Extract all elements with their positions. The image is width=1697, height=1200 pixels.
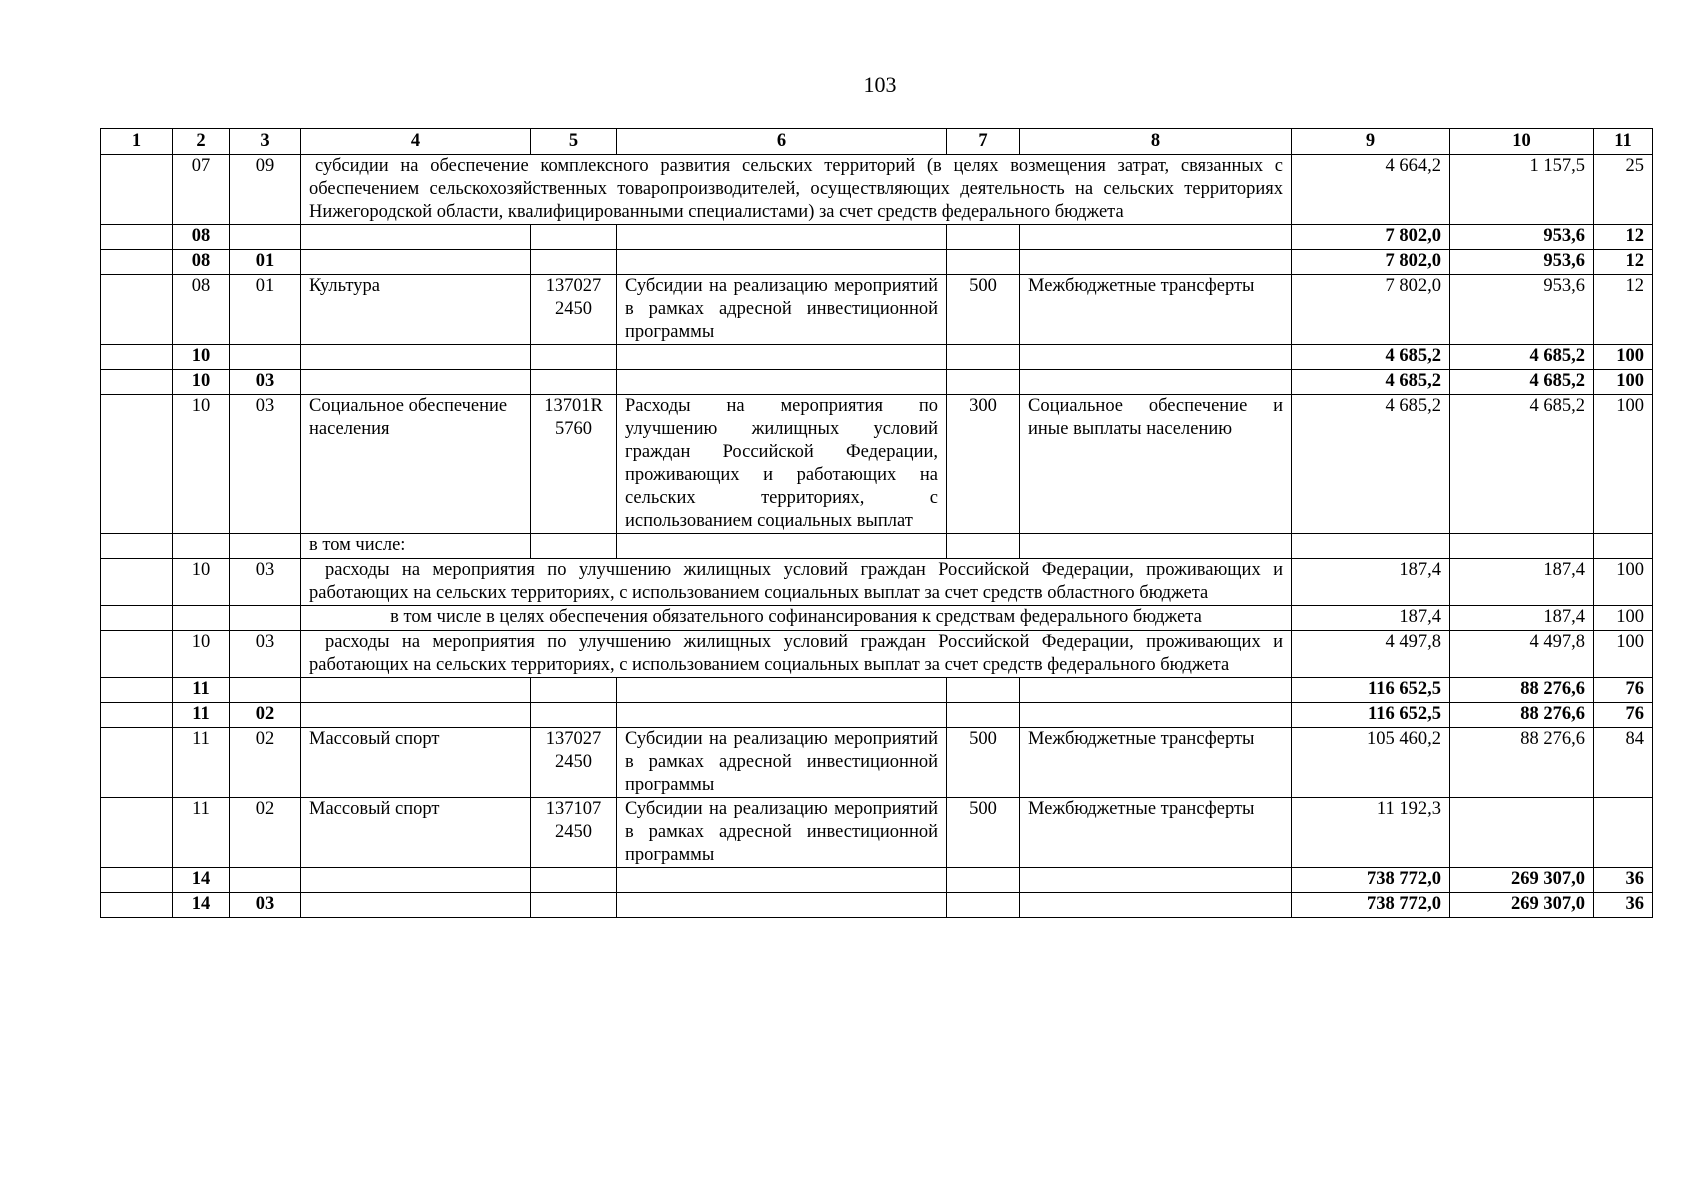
cell (1292, 534, 1450, 559)
cell (101, 275, 173, 345)
cell (531, 250, 617, 275)
cell (101, 155, 173, 225)
cell-description: в том числе в целях обеспечения обязательного софинансирования к средствам федерального бюджета (301, 606, 1292, 631)
cell-percent: 100 (1594, 559, 1653, 606)
budget-table (100, 128, 1653, 918)
cell-expense-type: 500 (947, 728, 1020, 798)
cell-percent: 12 (1594, 225, 1653, 250)
cell (301, 703, 531, 728)
cell (617, 534, 947, 559)
cell-subsection: 02 (230, 728, 301, 798)
cell-subsection: 01 (230, 275, 301, 345)
cell-section: 10 (173, 395, 230, 534)
cell (1020, 678, 1292, 703)
cell (947, 370, 1020, 395)
cell (947, 703, 1020, 728)
cell (617, 868, 947, 893)
cell-planned: 7 802,0 (1292, 225, 1450, 250)
cell (947, 868, 1020, 893)
cell (101, 606, 173, 631)
cell-actual: 4 685,2 (1450, 395, 1594, 534)
cell-target-name: Субсидии на реализацию мероприятий в рамках адресной инвестиционной программы (617, 728, 947, 798)
cell (101, 678, 173, 703)
cell-expense-name: Межбюджетные трансферты (1020, 728, 1292, 798)
cell-description: расходы на мероприятия по улучшению жилищных условий граждан Российской Федерации, проживающих и работающих на сельских территориях, с использованием социальных выплат за счет средств федерального бюджета (301, 631, 1292, 678)
cell-expense-name: Межбюджетные трансферты (1020, 798, 1292, 868)
cell-target-name: Субсидии на реализацию мероприятий в рамках адресной инвестиционной программы (617, 798, 947, 868)
cell-section: 10 (173, 631, 230, 678)
cell (230, 534, 301, 559)
cell-name: Культура (301, 275, 531, 345)
cell (531, 868, 617, 893)
column-header: 7 (947, 129, 1020, 155)
cell (531, 534, 617, 559)
table-row (101, 893, 1653, 918)
cell-name: Массовый спорт (301, 798, 531, 868)
table-row (101, 275, 1653, 345)
cell-percent: 100 (1594, 345, 1653, 370)
cell-section: 14 (173, 893, 230, 918)
cell-section: 10 (173, 559, 230, 606)
cell-actual: 88 276,6 (1450, 728, 1594, 798)
cell (531, 703, 617, 728)
cell (617, 370, 947, 395)
cell-planned: 4 685,2 (1292, 370, 1450, 395)
table-row (101, 395, 1653, 534)
cell-actual: 953,6 (1450, 250, 1594, 275)
cell-actual: 4 685,2 (1450, 370, 1594, 395)
header-row (101, 129, 1653, 155)
cell (531, 345, 617, 370)
table-row (101, 250, 1653, 275)
cell-planned: 11 192,3 (1292, 798, 1450, 868)
cell-subsection: 02 (230, 798, 301, 868)
cell-percent: 100 (1594, 606, 1653, 631)
cell-subsection: 03 (230, 631, 301, 678)
cell-expense-type: 500 (947, 275, 1020, 345)
column-header: 6 (617, 129, 947, 155)
cell-expense-type: 300 (947, 395, 1020, 534)
cell-section: 14 (173, 868, 230, 893)
cell (1450, 534, 1594, 559)
cell-target-code: 137107 2450 (531, 798, 617, 868)
cell-section: 08 (173, 225, 230, 250)
cell-percent: 12 (1594, 275, 1653, 345)
cell-planned: 7 802,0 (1292, 275, 1450, 345)
cell (301, 678, 531, 703)
cell (101, 868, 173, 893)
cell-target-name: Расходы на мероприятия по улучшению жилищных условий граждан Российской Федерации, проживающих и работающих на сельских территориях, с использованием социальных выплат (617, 395, 947, 534)
cell-actual: 269 307,0 (1450, 868, 1594, 893)
cell (173, 534, 230, 559)
cell (1020, 250, 1292, 275)
cell-planned: 116 652,5 (1292, 678, 1450, 703)
cell-section: 10 (173, 345, 230, 370)
cell-expense-name: Социальное обеспечение и иные выплаты населению (1020, 395, 1292, 534)
cell-section: 08 (173, 275, 230, 345)
cell-target-name: Субсидии на реализацию мероприятий в рамках адресной инвестиционной программы (617, 275, 947, 345)
cell (617, 703, 947, 728)
column-header: 11 (1594, 129, 1653, 155)
cell (301, 250, 531, 275)
cell-percent: 76 (1594, 703, 1653, 728)
column-header: 10 (1450, 129, 1594, 155)
table-row (101, 798, 1653, 868)
cell-section: 11 (173, 703, 230, 728)
table-row (101, 345, 1653, 370)
cell-actual: 4 685,2 (1450, 345, 1594, 370)
column-header: 8 (1020, 129, 1292, 155)
cell (301, 868, 531, 893)
table-row (101, 703, 1653, 728)
table-row (101, 370, 1653, 395)
cell (101, 728, 173, 798)
column-header: 1 (101, 129, 173, 155)
cell-percent: 84 (1594, 728, 1653, 798)
cell-target-code: 137027 2450 (531, 728, 617, 798)
cell (101, 534, 173, 559)
cell-planned: 738 772,0 (1292, 893, 1450, 918)
cell-name: Социальное обеспечение населения (301, 395, 531, 534)
cell (617, 250, 947, 275)
table-row (101, 559, 1653, 606)
cell-planned: 187,4 (1292, 559, 1450, 606)
cell (617, 678, 947, 703)
cell (101, 370, 173, 395)
cell-name: Массовый спорт (301, 728, 531, 798)
cell (1020, 370, 1292, 395)
cell-actual: 269 307,0 (1450, 893, 1594, 918)
cell (1020, 345, 1292, 370)
cell (947, 534, 1020, 559)
cell-subsection: 03 (230, 559, 301, 606)
cell (617, 345, 947, 370)
cell-subsection (230, 345, 301, 370)
cell-subsection: 03 (230, 395, 301, 534)
cell (301, 225, 531, 250)
cell-section: 08 (173, 250, 230, 275)
cell-percent: 100 (1594, 631, 1653, 678)
cell (1594, 534, 1653, 559)
cell (101, 631, 173, 678)
cell-percent: 36 (1594, 868, 1653, 893)
cell-expense-type: 500 (947, 798, 1020, 868)
cell-planned: 4 497,8 (1292, 631, 1450, 678)
cell (101, 703, 173, 728)
cell-planned: 4 685,2 (1292, 345, 1450, 370)
table-row (101, 631, 1653, 678)
cell-planned: 4 685,2 (1292, 395, 1450, 534)
cell (101, 395, 173, 534)
cell-planned: 116 652,5 (1292, 703, 1450, 728)
cell (101, 345, 173, 370)
cell-section: 11 (173, 678, 230, 703)
cell-actual: 1 157,5 (1450, 155, 1594, 225)
cell-percent: 100 (1594, 370, 1653, 395)
cell (101, 893, 173, 918)
page-number: 103 (863, 72, 897, 97)
cell-including-label: в том числе: (301, 534, 531, 559)
cell (301, 345, 531, 370)
cell (617, 225, 947, 250)
cell-actual (1450, 798, 1594, 868)
cell-actual: 953,6 (1450, 225, 1594, 250)
cell (1020, 893, 1292, 918)
cell (531, 893, 617, 918)
column-header: 4 (301, 129, 531, 155)
column-header: 9 (1292, 129, 1450, 155)
cell (531, 370, 617, 395)
cell (947, 893, 1020, 918)
cell (1020, 703, 1292, 728)
cell-subsection (230, 225, 301, 250)
cell-planned: 105 460,2 (1292, 728, 1450, 798)
cell-percent (1594, 798, 1653, 868)
cell-actual: 88 276,6 (1450, 678, 1594, 703)
cell-subsection: 01 (230, 250, 301, 275)
cell-percent: 76 (1594, 678, 1653, 703)
cell-section: 11 (173, 728, 230, 798)
cell-planned: 738 772,0 (1292, 868, 1450, 893)
table-row (101, 868, 1653, 893)
cell (301, 893, 531, 918)
column-header: 3 (230, 129, 301, 155)
cell-actual: 4 497,8 (1450, 631, 1594, 678)
cell-description: расходы на мероприятия по улучшению жилищных условий граждан Российской Федерации, проживающих и работающих на сельских территориях, с использованием социальных выплат за счет средств областного бюджета (301, 559, 1292, 606)
cell-planned: 187,4 (1292, 606, 1450, 631)
cell (947, 225, 1020, 250)
cell (1020, 225, 1292, 250)
cell-percent: 36 (1594, 893, 1653, 918)
table-row (101, 225, 1653, 250)
cell (101, 250, 173, 275)
cell (230, 606, 301, 631)
cell (617, 893, 947, 918)
cell-target-code: 13701R 5760 (531, 395, 617, 534)
column-header: 2 (173, 129, 230, 155)
cell-section: 10 (173, 370, 230, 395)
cell (1020, 534, 1292, 559)
table-row (101, 728, 1653, 798)
cell-section: 07 (173, 155, 230, 225)
cell (101, 225, 173, 250)
cell-subsection: 03 (230, 370, 301, 395)
cell (947, 678, 1020, 703)
cell (947, 345, 1020, 370)
cell-subsection: 09 (230, 155, 301, 225)
cell-expense-name: Межбюджетные трансферты (1020, 275, 1292, 345)
cell (301, 370, 531, 395)
cell-actual: 187,4 (1450, 559, 1594, 606)
cell-subsection (230, 678, 301, 703)
table-row (101, 155, 1653, 225)
cell-actual: 187,4 (1450, 606, 1594, 631)
cell (947, 250, 1020, 275)
cell (173, 606, 230, 631)
cell (101, 798, 173, 868)
cell-planned: 7 802,0 (1292, 250, 1450, 275)
cell-percent: 100 (1594, 395, 1653, 534)
cell-subsection (230, 868, 301, 893)
cell-section: 11 (173, 798, 230, 868)
cell (1020, 868, 1292, 893)
cell (531, 225, 617, 250)
cell-percent: 25 (1594, 155, 1653, 225)
cell-subsection: 03 (230, 893, 301, 918)
cell-planned: 4 664,2 (1292, 155, 1450, 225)
cell-actual: 953,6 (1450, 275, 1594, 345)
cell-target-code: 137027 2450 (531, 275, 617, 345)
table-row (101, 678, 1653, 703)
column-header: 5 (531, 129, 617, 155)
cell-actual: 88 276,6 (1450, 703, 1594, 728)
cell (101, 559, 173, 606)
cell (531, 678, 617, 703)
cell-subsection: 02 (230, 703, 301, 728)
cell-description: субсидии на обеспечение комплексного развития сельских территорий (в целях возмещения затрат, связанных с обеспечением сельскохозяйственных товаропроизводителей, осуществляющих деятельность на сельских территориях Нижегородской области, квалифицированными специалистами) за счет средств федерального бюджета (301, 155, 1292, 225)
table-row (101, 534, 1653, 559)
cell-percent: 12 (1594, 250, 1653, 275)
table-row (101, 606, 1653, 631)
